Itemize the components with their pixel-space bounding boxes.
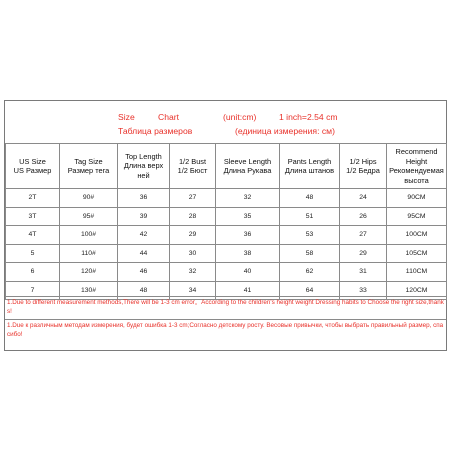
size-table [5, 143, 447, 300]
cell-us-size: 6 [6, 263, 60, 282]
header-half-bust: 1/2 Bust 1/2 Бюст [170, 144, 216, 189]
cell-half-hips: 33 [340, 281, 387, 300]
cell-tag-size: 95# [60, 207, 118, 226]
note-russian: 1.Due к различным методам измерения, будет ошибка 1-3 cm;Согласно детскому росту. Весовые привычки, чтобы выбрать правильный размер, спасибо! [5, 319, 446, 342]
title-unit: (unit:cm) [223, 112, 257, 122]
note-english: 1.Due to different measurement methods,There will be 1-3 cm error。According to the children's height weight Dressing habits to Choose the right size,thanks! [5, 296, 446, 319]
cell-pants-length: 64 [280, 281, 340, 300]
cell-pants-length: 58 [280, 244, 340, 263]
cell-sleeve-length: 35 [216, 207, 280, 226]
table-row [6, 189, 447, 208]
table-row [6, 207, 447, 226]
cell-half-hips: 27 [340, 226, 387, 245]
cell-us-size: 3T [6, 207, 60, 226]
cell-pants-length: 48 [280, 189, 340, 208]
cell-half-bust: 28 [170, 207, 216, 226]
header-top-length: Top Length Длина верх ней [118, 144, 170, 189]
cell-tag-size: 100# [60, 226, 118, 245]
cell-half-hips: 26 [340, 207, 387, 226]
table-row [6, 263, 447, 282]
cell-half-bust: 34 [170, 281, 216, 300]
header-pants-length: Pants Length Длина штанов [280, 144, 340, 189]
title-russian-unit: (единица измерения: см) [235, 126, 335, 136]
notes-block [5, 296, 446, 342]
header-row [6, 144, 447, 189]
cell-half-hips: 31 [340, 263, 387, 282]
cell-tag-size: 120# [60, 263, 118, 282]
cell-top-length: 42 [118, 226, 170, 245]
cell-recommend-height: 100CM [387, 226, 447, 245]
chart-title-block [5, 101, 446, 143]
cell-pants-length: 53 [280, 226, 340, 245]
title-inch-conversion: 1 inch=2.54 cm [279, 112, 338, 122]
cell-half-hips: 29 [340, 244, 387, 263]
cell-tag-size: 90# [60, 189, 118, 208]
header-half-hips: 1/2 Hips 1/2 Бедра [340, 144, 387, 189]
cell-us-size: 2T [6, 189, 60, 208]
cell-half-hips: 24 [340, 189, 387, 208]
cell-top-length: 48 [118, 281, 170, 300]
cell-half-bust: 30 [170, 244, 216, 263]
header-recommend-height: Recommend Height Рекомендуемая высота [387, 144, 447, 189]
cell-top-length: 46 [118, 263, 170, 282]
cell-top-length: 36 [118, 189, 170, 208]
header-us-size: US Size US Размер [6, 144, 60, 189]
size-chart-sheet [4, 100, 447, 351]
cell-recommend-height: 110CM [387, 263, 447, 282]
cell-sleeve-length: 41 [216, 281, 280, 300]
title-chart: Chart [158, 112, 180, 122]
cell-us-size: 7 [6, 281, 60, 300]
cell-half-bust: 27 [170, 189, 216, 208]
header-tag-size: Tag Size Размер тега [60, 144, 118, 189]
cell-recommend-height: 120CM [387, 281, 447, 300]
cell-us-size: 4T [6, 226, 60, 245]
cell-sleeve-length: 40 [216, 263, 280, 282]
cell-us-size: 5 [6, 244, 60, 263]
cell-top-length: 44 [118, 244, 170, 263]
title-russian: Таблица размеров [118, 126, 193, 136]
table-row [6, 244, 447, 263]
cell-pants-length: 62 [280, 263, 340, 282]
cell-recommend-height: 90CM [387, 189, 447, 208]
cell-recommend-height: 95CM [387, 207, 447, 226]
title-size: Size [118, 112, 135, 122]
cell-tag-size: 110# [60, 244, 118, 263]
cell-half-bust: 32 [170, 263, 216, 282]
cell-pants-length: 51 [280, 207, 340, 226]
header-sleeve-length: Sleeve Length Длина Рукава [216, 144, 280, 189]
cell-half-bust: 29 [170, 226, 216, 245]
table-row [6, 226, 447, 245]
cell-top-length: 39 [118, 207, 170, 226]
cell-sleeve-length: 36 [216, 226, 280, 245]
cell-recommend-height: 105CM [387, 244, 447, 263]
cell-sleeve-length: 38 [216, 244, 280, 263]
cell-tag-size: 130# [60, 281, 118, 300]
cell-sleeve-length: 32 [216, 189, 280, 208]
